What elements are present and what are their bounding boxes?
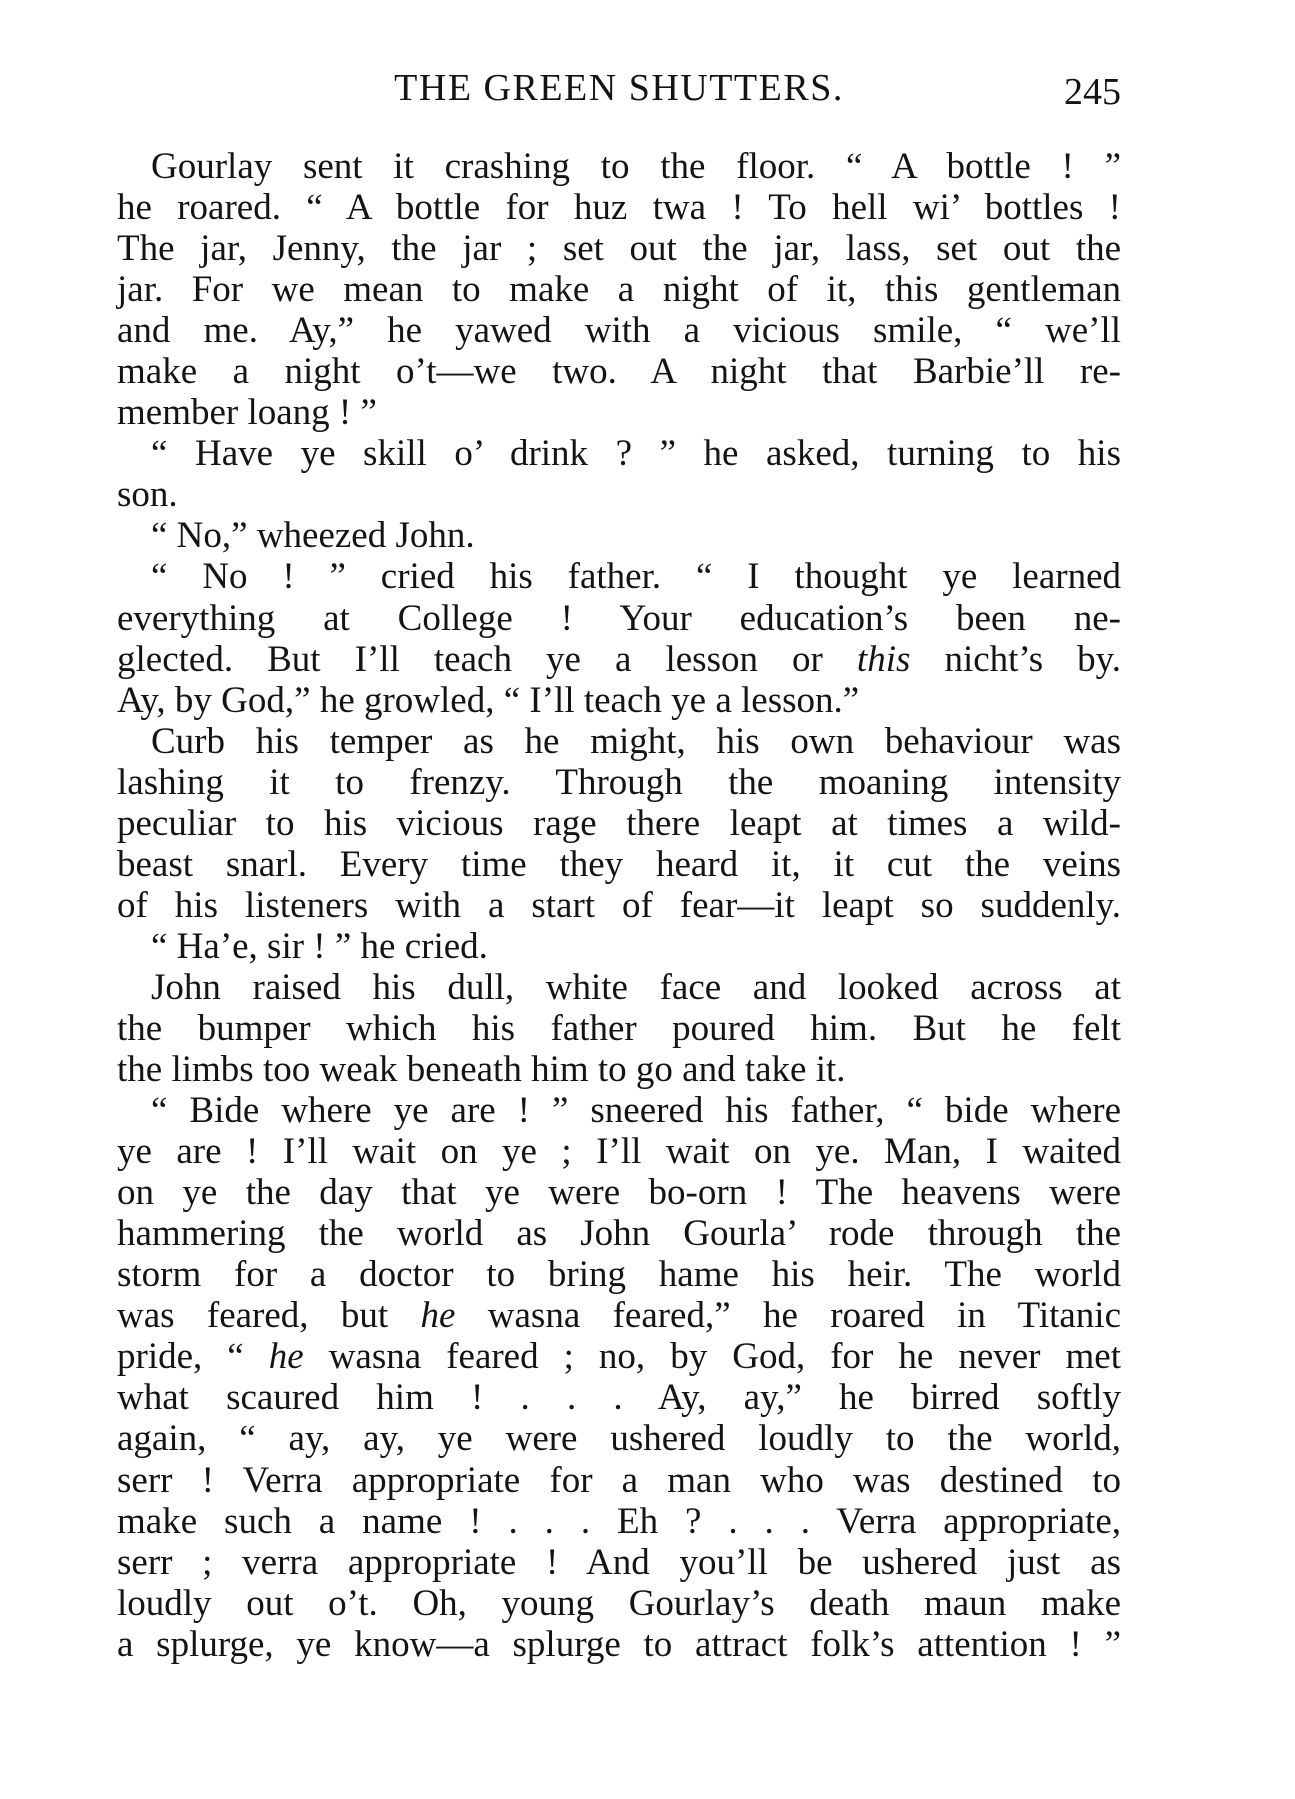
body-text bbox=[117, 146, 1121, 1665]
text-line-rest: wasna feared ; no, by God, for he never met bbox=[303, 1336, 1121, 1378]
text-line-main: was feared, but bbox=[117, 1295, 389, 1337]
text-line bbox=[117, 351, 1121, 392]
text-line bbox=[117, 1583, 1121, 1624]
text-line bbox=[117, 1624, 1121, 1665]
text-line bbox=[117, 556, 1121, 597]
text-line-main: hammering the world as John Gourla’ rode through the bbox=[117, 1213, 1121, 1255]
text-line-main: again, “ ay, ay, ye were ushered loudly to the world, bbox=[117, 1418, 1121, 1460]
text-line-main: what scaured him ! . . . Ay, ay,” he birred softly bbox=[117, 1377, 1121, 1419]
page-number: 245 bbox=[1064, 71, 1121, 113]
text-line bbox=[117, 392, 1121, 433]
text-line-main: member loang ! ” bbox=[117, 392, 377, 434]
text-line-main: “ Bide where ye are ! ” sneered his father, “ bide where bbox=[151, 1090, 1121, 1132]
text-line-rest: wasna feared,” he roared in Titanic bbox=[455, 1295, 1121, 1337]
text-line-main: the bumper which his father poured him. But he felt bbox=[117, 1007, 1121, 1049]
text-line bbox=[117, 967, 1121, 1008]
text-line bbox=[117, 1501, 1121, 1542]
page-header bbox=[117, 60, 1121, 120]
text-line-main: make such a name ! . . . Eh ? . . . Verra appropriate, bbox=[117, 1500, 1121, 1542]
text-line-main: ye are ! I’ll wait on ye ; I’ll wait on ye. Man, I waited bbox=[117, 1131, 1121, 1173]
text-line-main: everything at College ! Your education’s been ne- bbox=[117, 597, 1121, 639]
text-line bbox=[117, 1172, 1121, 1213]
text-line bbox=[117, 1213, 1121, 1254]
text-line bbox=[117, 310, 1121, 351]
text-line-main: lashing it to frenzy. Through the moaning intensity bbox=[117, 761, 1121, 803]
text-line bbox=[117, 1460, 1121, 1501]
text-line-main: The jar, Jenny, the jar ; set out the jar, lass, set out the bbox=[117, 228, 1121, 270]
text-line bbox=[117, 1295, 1121, 1336]
text-line bbox=[117, 433, 1121, 474]
text-line bbox=[117, 187, 1121, 228]
text-line bbox=[117, 926, 1121, 967]
text-line bbox=[117, 269, 1121, 310]
text-line bbox=[117, 803, 1121, 844]
text-line bbox=[117, 146, 1121, 187]
text-line-main: son. bbox=[117, 474, 178, 516]
text-line bbox=[117, 844, 1121, 885]
text-line bbox=[117, 1254, 1121, 1295]
text-line bbox=[117, 1049, 1121, 1090]
text-line bbox=[117, 598, 1121, 639]
text-line-main: peculiar to his vicious rage there leapt at times a wild- bbox=[117, 802, 1121, 844]
text-line-main: make a night o’t—we two. A night that Barbie’ll re- bbox=[117, 351, 1121, 393]
text-line-main: “ Have ye skill o’ drink ? ” he asked, turning to his bbox=[151, 433, 1121, 475]
text-line bbox=[117, 515, 1121, 556]
text-line-main: “ No,” wheezed John. bbox=[151, 515, 475, 557]
italic-word: he bbox=[268, 1336, 304, 1378]
text-line-main: “ No ! ” cried his father. “ I thought ye learned bbox=[151, 556, 1121, 598]
italic-word: he bbox=[420, 1295, 456, 1337]
text-line-main: he roared. “ A bottle for huz twa ! To hell wi’ bottles ! bbox=[117, 187, 1121, 229]
text-line-main: and me. Ay,” he yawed with a vicious smile, “ we’ll bbox=[117, 310, 1121, 352]
text-line bbox=[117, 228, 1121, 269]
text-line-main: storm for a doctor to bring hame his heir. The world bbox=[117, 1254, 1121, 1296]
text-line bbox=[117, 1090, 1121, 1131]
text-line bbox=[117, 1542, 1121, 1583]
running-title: THE GREEN SHUTTERS. bbox=[394, 67, 844, 109]
italic-word: this bbox=[856, 638, 911, 680]
text-line-main: Gourlay sent it crashing to the floor. “ A bottle ! ” bbox=[151, 146, 1121, 187]
text-line-main: serr ! Verra appropriate for a man who was destined to bbox=[117, 1459, 1121, 1501]
text-line-main: serr ; verra appropriate ! And you’ll be ushered just as bbox=[117, 1541, 1121, 1583]
text-line-main: Curb his temper as he might, his own behaviour was bbox=[151, 720, 1121, 762]
text-line bbox=[117, 639, 1121, 680]
text-line-main: pride, “ bbox=[117, 1336, 244, 1378]
text-line-main: loudly out o’t. Oh, young Gourlay’s death maun make bbox=[117, 1582, 1121, 1624]
text-line-main: the limbs too weak beneath him to go and take it. bbox=[117, 1049, 846, 1091]
text-line-rest: nicht’s by. bbox=[910, 638, 1122, 680]
text-line bbox=[117, 1418, 1121, 1459]
text-line-main: John raised his dull, white face and looked across at bbox=[151, 966, 1121, 1008]
text-line-main: “ Ha’e, sir ! ” he cried. bbox=[151, 925, 488, 967]
text-line bbox=[117, 1377, 1121, 1418]
text-line bbox=[117, 1008, 1121, 1049]
text-line-main: jar. For we mean to make a night of it, this gentleman bbox=[117, 269, 1121, 311]
text-line-main: glected. But I’ll teach ye a lesson or bbox=[117, 638, 823, 680]
text-line bbox=[117, 721, 1121, 762]
text-line bbox=[117, 1131, 1121, 1172]
text-line-main: Ay, by God,” he growled, “ I’ll teach ye a lesson.” bbox=[117, 679, 860, 721]
text-line-main: of his listeners with a start of fear—it leapt so suddenly. bbox=[117, 884, 1121, 926]
text-line bbox=[117, 474, 1121, 515]
text-line bbox=[117, 762, 1121, 803]
text-line-main: a splurge, ye know—a splurge to attract folk’s attention ! ” bbox=[117, 1623, 1121, 1665]
text-line-main: beast snarl. Every time they heard it, it cut the veins bbox=[117, 843, 1121, 885]
text-line bbox=[117, 885, 1121, 926]
text-line-main: on ye the day that ye were bo-orn ! The heavens were bbox=[117, 1172, 1121, 1214]
text-line bbox=[117, 680, 1121, 721]
text-line bbox=[117, 1336, 1121, 1377]
